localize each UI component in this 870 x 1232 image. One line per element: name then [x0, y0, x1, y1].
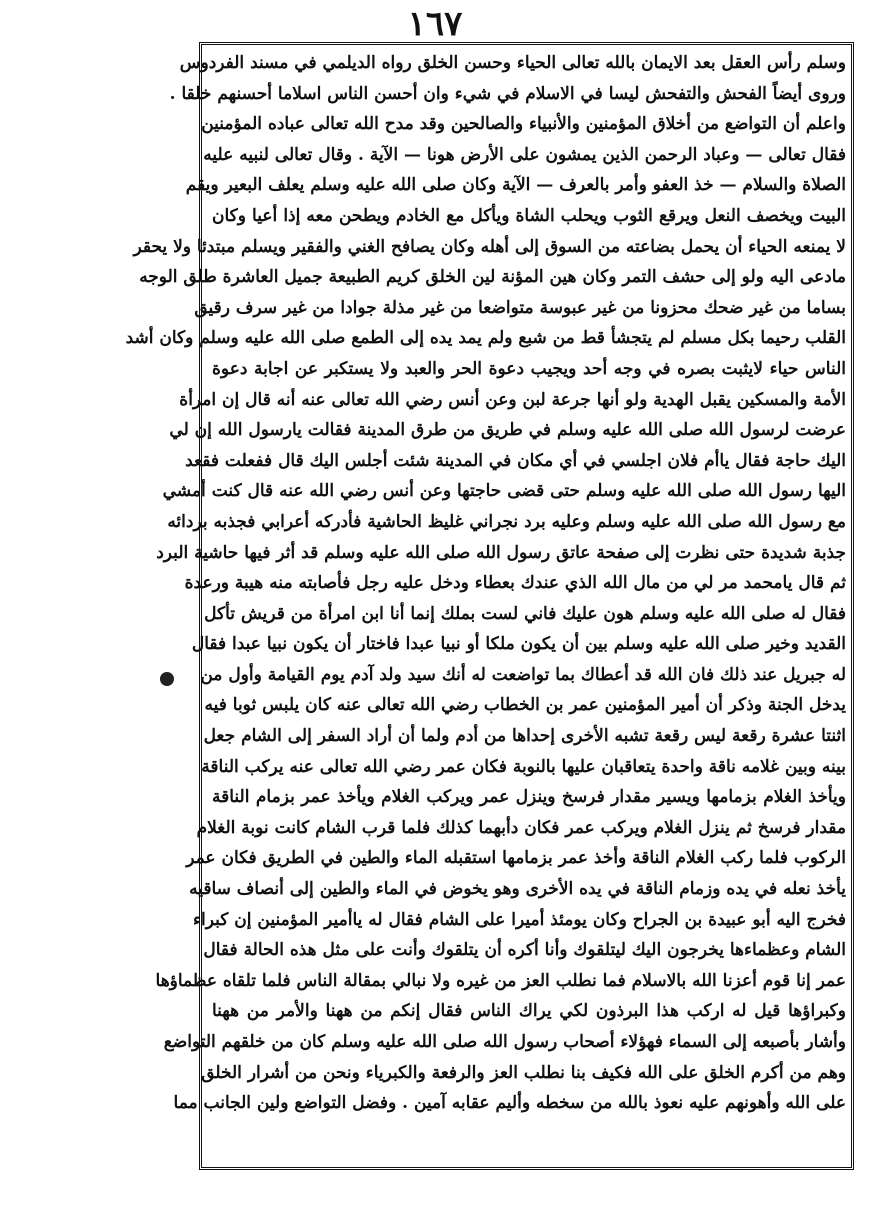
text-line: الأمة والمسكين يقبل الهدية ولو أنها جرعة لبن وعن أنس رضي الله تعالى عنه أنه قال إن امرأة [179, 389, 846, 410]
text-line: القلب رحيما بكل مسلم لم يتجشأ قط من شبع ولم يمد يده إلى الطمع صلى الله عليه وسلم وكان أشد [125, 328, 846, 349]
text-line: وسلم رأس العقل بعد الايمان بالله تعالى الحياء وحسن الخلق رواه الديلمي في مسند الفردوس [179, 53, 846, 73]
text-line: على الله وأهونهم عليه نعوذ بالله من سخطه وأليم عقابه آمين . وفضل التواضع ولين الجانب مما [173, 1093, 846, 1114]
ink-blot [160, 672, 174, 686]
text-line: واعلم أن التواضع من أخلاق المؤمنين والأنبياء والصالحين وقد مدح الله تعالى عباده المؤمنين [201, 114, 846, 135]
text-line: بساما من غير ضحك محزونا من غير عبوسة متواضعا من غير مذلة جوادا من غير سرف رقيق [194, 297, 846, 318]
text-line: لا يمنعه الحياء أن يحمل بضاعته من السوق إلى أهله وكان يصافح الغني والفقير ويسلم مبتدئا ولا يحقر [133, 236, 846, 257]
text-line: الناس حياء لايثبت بصره في وجه أحد ويجيب دعوة الحر والعبد ولا يستكبر عن اجابة دعوة [212, 358, 846, 379]
text-line: فقال تعالى — وعباد الرحمن الذين يمشون على الأرض هونا — الآية . وقال تعالى لنبيه عليه [203, 144, 846, 165]
text-line: له جبريل عند ذلك فان الله قد أعطاك بما تواضعت له أنك سيد ولد آدم يوم القيامة وأول من [200, 664, 846, 685]
text-line: اليك حاجة فقال ياأم فلان اجلسي في أي مكان في المدينة شئت أجلس اليك قال ففعلت فقعد [185, 450, 846, 471]
text-line: ويأخذ الغلام بزمامها ويسير مقدار فرسخ وينزل عمر ويركب الغلام ويأخذ عمر بزمام الناقة [212, 787, 846, 808]
text-line: فقال له صلى الله عليه وسلم هون عليك فاني لست بملك إنما أنا ابن امرأة من قريش تأكل [204, 603, 846, 624]
text-line: مع رسول الله صلى الله عليه وسلم وعليه برد نجراني غليظ الحاشية فأدركه أعرابي فجذبه بردائه [167, 511, 846, 532]
text-line: عمر إنا قوم أعزنا الله بالاسلام فما نطلب العز من غيره ولا نبالي بمقالة الناس فلما تلقاه عظماؤها [155, 970, 846, 991]
text-line: مادعى اليه ولو إلى حشف التمر وكان هين المؤنة لين الخلق كريم الطبيعة جميل العاشرة طلق الوجه [139, 267, 846, 288]
text-line: جذبة شديدة حتى نظرت إلى صفحة عاتق رسول الله صلى الله عليه وسلم قد أثر فيها حاشية البرد [156, 542, 846, 563]
text-line: عرضت لرسول الله صلى الله عليه وسلم في طريق من طرق المدينة فقالت يارسول الله إن لي [169, 420, 846, 441]
text-line: البيت ويخصف النعل ويرقع الثوب ويحلب الشاة ويأكل مع الخادم ويطحن معه إذا أعيا وكان [212, 205, 846, 226]
text-line: يدخل الجنة وذكر أن أمير المؤمنين عمر بن الخطاب رضي الله تعالى عنه كان يلبس ثوبا فيه [204, 695, 846, 716]
text-line: اثنتا عشرة رقعة ليس رقعة تشبه الأخرى إحداها من أدم ولما أن أراد السفر إلى الشام جعل [203, 726, 846, 747]
text-line: وهم من أكرم الخلق على الله فكيف بنا نطلب العز والرفعة والكبرياء ونحن من أشرار الخلق [201, 1062, 846, 1083]
text-line: الشام وعظماءها يخرجون اليك ليتلقوك وأنا أكره أن يتلقوك وأنت على مثل هذه الحالة فقال [203, 940, 846, 961]
text-line: وأشار بأصبعه إلى السماء فهؤلاء أصحاب رسول الله صلى الله عليه وسلم كان من خلقهم التواضع [163, 1032, 846, 1052]
body-text [125, 48, 846, 1119]
text-line: الركوب فلما ركب الغلام الناقة وأخذ عمر بزمامها استقبله الماء والطين في الطريق فكان عمر [186, 848, 846, 869]
text-line: القديد وخير صلى الله عليه وسلم بين أن يكون ملكا أو نبيا عبدا فاختار أن يكون نبيا عبدا فقال [191, 634, 846, 655]
text-line: يأخذ نعله في يده وزمام الناقة في يده الأخرى وهو يخوض في الماء والطين إلى أنصاف ساقيه [189, 879, 846, 900]
page-number: ١٦٧ [407, 4, 463, 44]
text-line: الصلاة والسلام — خذ العفو وأمر بالعرف — الآية وكان صلى الله عليه وسلم يعلف البعير ويقم [185, 175, 846, 196]
text-line: مقدار فرسخ ثم ينزل الغلام ويركب عمر فكان دأبهما كذلك فلما قرب الشام كانت نوبة الغلام [196, 817, 846, 838]
text-line: وروى أيضاً الفحش والتفحش ليسا في الاسلام في شيء وان أحسن الناس اسلاما أحسنهم خلقا . [169, 83, 846, 104]
text-line: اليها رسول الله صلى الله عليه وسلم حتى قضى حاجتها وعن أنس رضي الله عنه قال كنت أمشي [162, 481, 846, 502]
text-line: فخرج اليه أبو عبيدة بن الجراح وكان يومئذ أميرا على الشام فقال له ياأمير المؤمنين إن كبراء [193, 909, 846, 930]
text-line: بينه وبين غلامه ناقة واحدة يتعاقبان عليها بالنوبة فكان عمر رضي الله تعالى عنه يركب الناقة [201, 756, 846, 777]
text-line: ثم قال يامحمد مر لي من مال الله الذي عندك بعطاء ودخل عليه رجل فأصابته منه هيبة ورعدة [184, 573, 846, 594]
text-line: وكبراؤها قيل له اركب هذا البرذون لكي يراك الناس فقال إنكم من ههنا والأمر من ههنا [212, 1001, 846, 1022]
